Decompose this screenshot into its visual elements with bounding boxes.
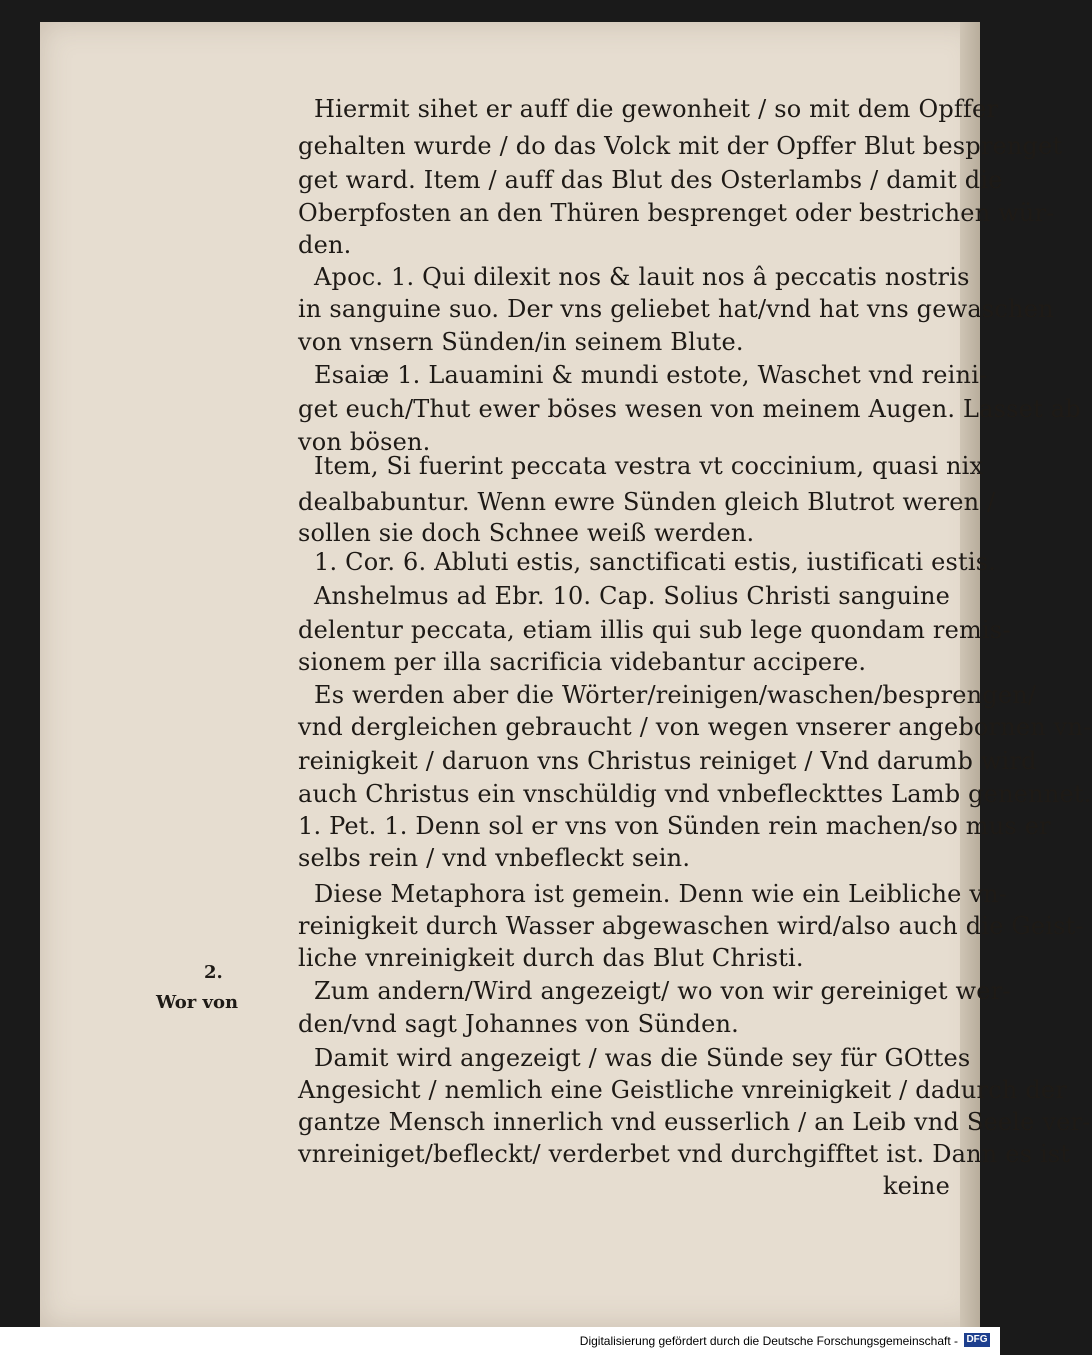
text-line: gehalten wurde / do das Volck mit der Opffer Blut besprenget — [298, 132, 1063, 160]
text-line: Esaiæ 1. Lauamini & mundi estote, Waschet vnd reini- — [314, 361, 988, 389]
text-line: Oberpfosten an den Thüren besprenget oder bestrichen wür- — [298, 199, 1055, 227]
margin-number: 2. — [204, 962, 223, 983]
text-line: 1. Cor. 6. Abluti estis, sanctificati estis, iustificati estis. — [314, 548, 997, 576]
text-line: sionem per illa sacrificia videbantur accipere. — [298, 648, 867, 676]
text-line: Zum andern/Wird angezeigt/ wo von wir gereiniget wer- — [314, 977, 1011, 1005]
text-line: Diese Metaphora ist gemein. Denn wie ein Leibliche vn- — [314, 880, 1008, 908]
text-line: Anshelmus ad Ebr. 10. Cap. Solius Christi sanguine — [314, 582, 951, 610]
text-line: delentur peccata, etiam illis qui sub lege quondam remis- — [298, 616, 1011, 644]
text-line: selbs rein / vnd vnbefleckt sein. — [298, 844, 691, 872]
text-line: von bösen. — [298, 428, 431, 456]
text-line: in sanguine suo. Der vns geliebet hat/vnd hat vns gewaschen — [298, 295, 1054, 323]
catchword: keine — [882, 1172, 950, 1200]
scanned-page — [40, 22, 1092, 1327]
text-line: dealbabuntur. Wenn ewre Sünden gleich Blutrot weren / — [298, 488, 996, 516]
text-line: Angesicht / nemlich eine Geistliche vnreinigkeit / dadurch der — [298, 1076, 1067, 1104]
text-line: den/vnd sagt Johannes von Sünden. — [298, 1010, 739, 1038]
text-line: gantze Mensch innerlich vnd eusserlich / an Leib vnd Seele ver- — [298, 1108, 1091, 1136]
text-line: Item, Si fuerint peccata vestra vt coccinium, quasi nix — [314, 452, 984, 480]
text-line: den. — [298, 231, 352, 259]
text-line: vnreiniget/befleckt/ verderbet vnd durchgifftet ist. Dann es ist — [298, 1140, 1071, 1168]
margin-note: Wor von — [156, 992, 239, 1013]
text-line: reinigkeit / daruon vns Christus reiniget / Vnd darumb wird — [298, 747, 1037, 775]
text-line: liche vnreinigkeit durch das Blut Christi. — [298, 944, 804, 972]
text-line: vnd dergleichen gebraucht / von wegen vnserer angebornen vn- — [298, 713, 1092, 741]
text-line: Apoc. 1. Qui dilexit nos & lauit nos â peccatis nostris — [314, 263, 970, 291]
text-line: sollen sie doch Schnee weiß werden. — [298, 519, 755, 547]
text-line: reinigkeit durch Wasser abgewaschen wird/also auch die Geist- — [298, 912, 1084, 940]
text-line: auch Christus ein vnschüldig vnd vnbefleckttes Lamb genennet. — [298, 780, 1092, 808]
text-line: Es werden aber die Wörter/reinigen/waschen/besprengen/ — [314, 681, 1037, 709]
footer-bar — [0, 1327, 1000, 1355]
footer-credit: Digitalisierung gefördert durch die Deutsche Forschungsgemeinschaft - — [579, 1334, 958, 1348]
dfg-logo: DFG — [964, 1333, 990, 1347]
text-line: Hiermit sihet er auff die gewonheit / so mit dem Opffer — [314, 95, 999, 123]
text-line: 1. Pet. 1. Denn sol er vns von Sünden rein machen/so mus er — [298, 812, 1051, 840]
text-line: get euch/Thut ewer böses wesen von meinem Augen. Lasset ab — [298, 395, 1081, 423]
text-line: get ward. Item / auff das Blut des Osterlambs / damit die — [298, 166, 1003, 194]
text-line: von vnsern Sünden/in seinem Blute. — [298, 328, 744, 356]
text-line: Damit wird angezeigt / was die Sünde sey für GOttes — [314, 1044, 971, 1072]
